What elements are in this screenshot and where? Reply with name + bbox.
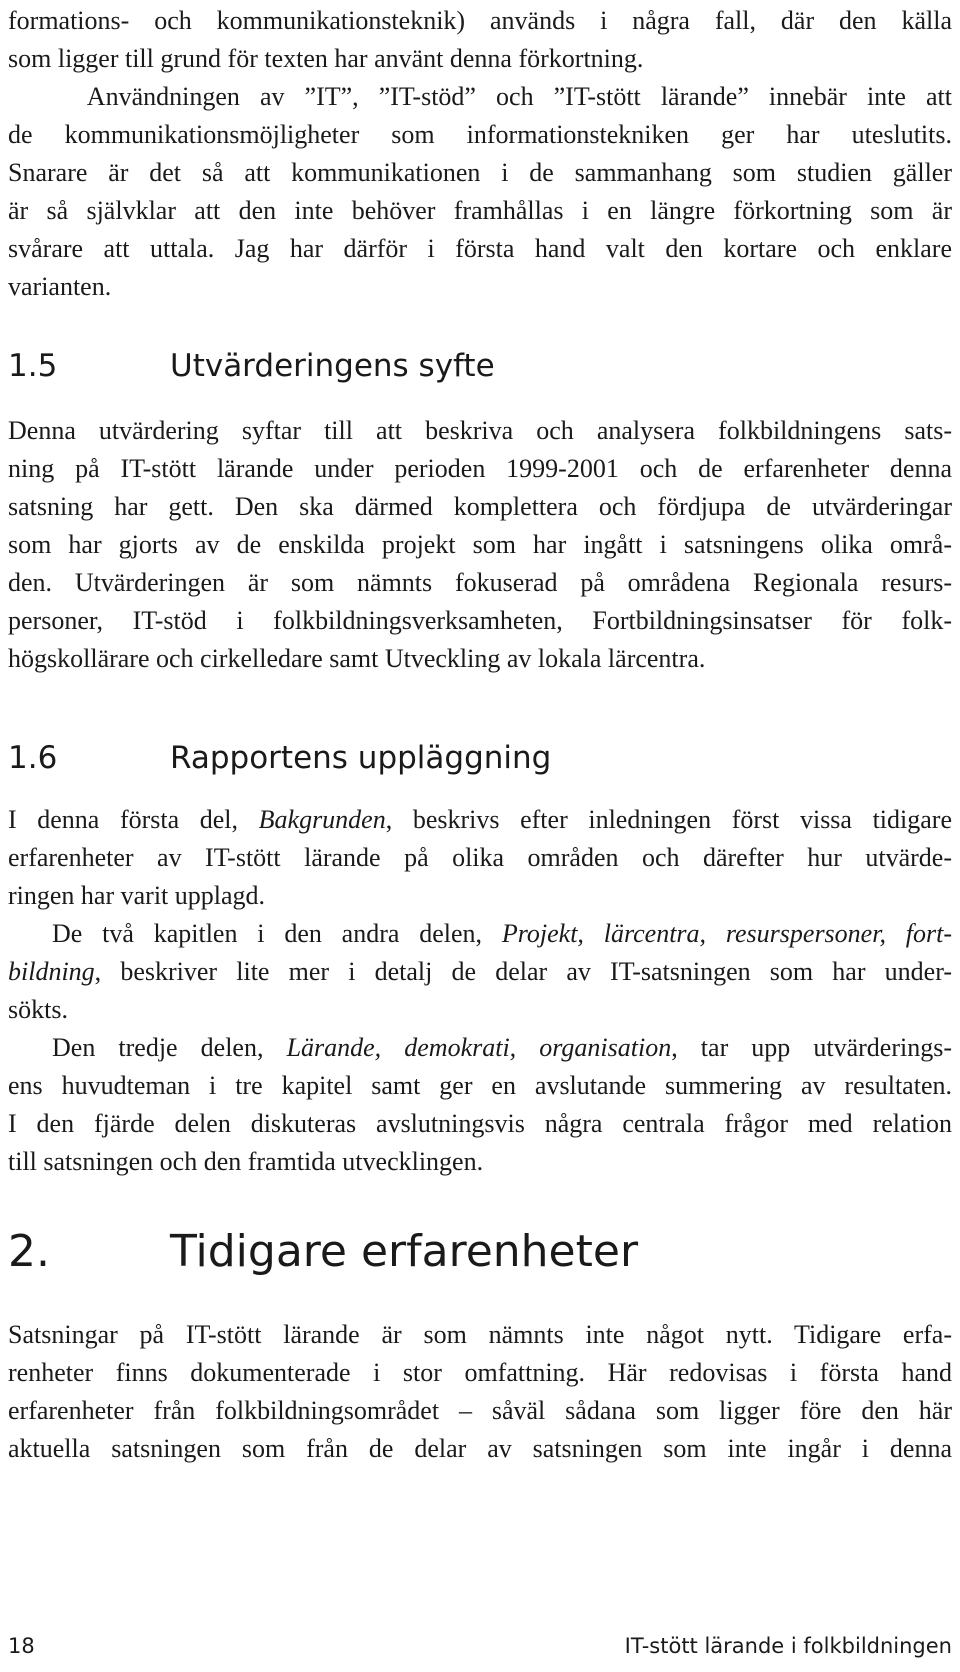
text-line: I denna första del, Bakgrunden, beskrivs efter inledningen först vissa tidigare (8, 805, 952, 834)
chapter-title: Tidigare erfarenheter (170, 1226, 639, 1277)
section-heading-1-5 (8, 346, 495, 386)
text-line: svårare att uttala. Jag har därför i första hand valt den kortare och enklare (8, 234, 952, 263)
text-line: till satsningen och den framtida utvecklingen. (8, 1147, 484, 1176)
section-title: Utvärderingens syfte (170, 348, 495, 384)
section-number: 1.6 (8, 740, 58, 776)
text-line: formations- och kommunikationsteknik) används i några fall, där den källa (8, 6, 952, 35)
section-heading-1-6 (8, 738, 551, 778)
chapter-2-paragraph (8, 1316, 952, 1468)
text-line: ens huvudteman i tre kapitel samt ger en avslutande summering av resultaten. (8, 1071, 952, 1100)
running-title: IT-stött lärande i folkbildningen (624, 1634, 952, 1658)
text-line: aktuella satsningen som från de delar av satsningen som inte ingår i denna (8, 1434, 952, 1463)
text-line: erfarenheter från folkbildningsområdet – såväl sådana som ligger före den här (8, 1396, 952, 1425)
text-line: varianten. (8, 272, 112, 301)
text-line: personer, IT-stöd i folkbildningsverksamheten, Fortbildningsinsatser för folk- (8, 606, 952, 635)
text-line: I den fjärde delen diskuteras avslutningsvis några centrala frågor med relation (8, 1109, 952, 1138)
text-line: som har gjorts av de enskilda projekt som har ingått i satsningens olika områ- (8, 530, 952, 559)
text-line: sökts. (8, 995, 68, 1024)
page-footer (8, 1628, 952, 1664)
text-line: Denna utvärdering syftar till att beskriva och analysera folkbildningens sats- (8, 416, 952, 445)
text-line: ringen har varit upplagd. (8, 881, 266, 910)
text-line: bildning, beskriver lite mer i detalj de delar av IT-satsningen som har under- (8, 957, 952, 986)
chapter-heading-2 (8, 1225, 638, 1279)
text-line: Användningen av ”IT”, ”IT-stöd” och ”IT-stött lärande” innebär inte att (8, 82, 952, 111)
section-1-6-body (8, 801, 952, 1181)
text-line: Snarare är det så att kommunikationen i de sammanhang som studien gäller (8, 158, 952, 187)
text-line: Den tredje delen, Lärande, demokrati, organisation, tar upp utvärderings- (52, 1033, 953, 1062)
chapter-number: 2. (8, 1226, 50, 1277)
text-line: den. Utvärderingen är som nämnts fokuserad på områdena Regionala resurs- (8, 568, 952, 597)
section-title: Rapportens uppläggning (170, 740, 552, 776)
text-line: renheter finns dokumenterade i stor omfattning. Här redovisas i första hand (8, 1358, 952, 1387)
text-line: satsning har gett. Den ska därmed komplettera och fördjupa de utvärderingar (8, 492, 952, 521)
text-line: som ligger till grund för texten har använt denna förkortning. (8, 44, 644, 73)
section-1-5-paragraph (8, 412, 952, 678)
text-line: Satsningar på IT-stött lärande är som nämnts inte något nytt. Tidigare erfa- (8, 1320, 952, 1349)
intro-paragraph (8, 2, 952, 306)
text-line: de kommunikationsmöjligheter som informationstekniken ger har uteslutits. (8, 120, 952, 149)
text-line: är så självklar att den inte behöver framhållas i en längre förkortning som är (8, 196, 952, 225)
section-number: 1.5 (8, 348, 58, 384)
text-line: ning på IT-stött lärande under perioden 1999-2001 och de erfarenheter denna (8, 454, 952, 483)
page-number: 18 (8, 1634, 35, 1658)
text-line: erfarenheter av IT-stött lärande på olika områden och därefter hur utvärde- (8, 843, 952, 872)
text-line: De två kapitlen i den andra delen, Projekt, lärcentra, resurspersoner, fort- (52, 919, 952, 948)
text-line: högskollärare och cirkelledare samt Utveckling av lokala lärcentra. (8, 644, 706, 673)
